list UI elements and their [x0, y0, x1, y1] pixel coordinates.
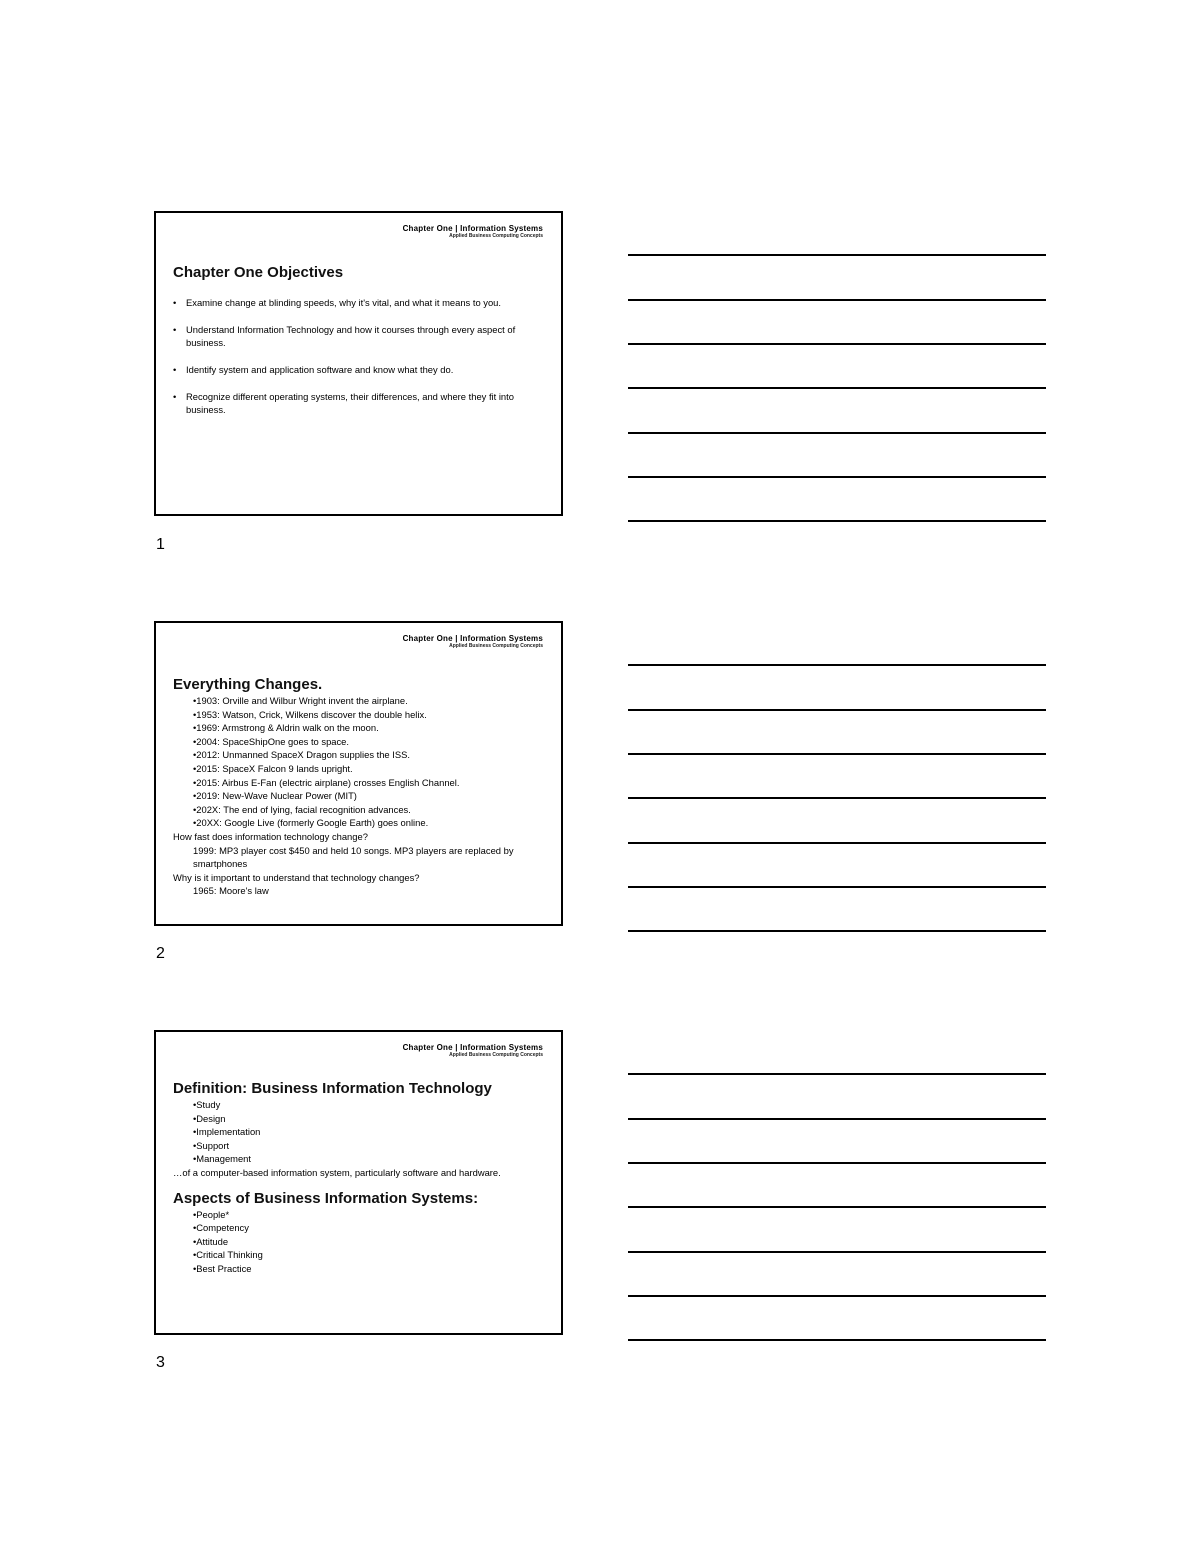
list-item: •Competency	[193, 1222, 249, 1234]
list-item: •1953: Watson, Crick, Wilkens discover the double helix.	[193, 708, 427, 720]
note-line	[628, 797, 1046, 799]
page-number-3: 3	[156, 1354, 165, 1371]
note-line	[628, 343, 1046, 345]
slide-2	[154, 621, 563, 926]
list-item: •1969: Armstrong & Aldrin walk on the moon.	[193, 722, 379, 734]
note-line	[628, 1162, 1046, 1164]
note-line	[628, 1295, 1046, 1297]
note-line	[628, 1118, 1046, 1120]
list-item: •People*	[193, 1208, 230, 1220]
question-text: Why is it important to understand that technology changes?	[173, 871, 420, 883]
slide-header-title: Chapter One | Information Systems	[402, 1043, 543, 1052]
slide-header-subtitle: Applied Business Computing Concepts	[449, 1052, 543, 1058]
note-line	[628, 709, 1046, 711]
answer-text: 1965: Moore's law	[193, 885, 269, 897]
page-number-2: 2	[156, 945, 165, 962]
answer-text: 1999: MP3 player cost $450 and held 10 songs. MP3 players are replaced by smartphones	[193, 844, 514, 870]
slide-title: Everything Changes.	[173, 676, 323, 693]
definition-tail: …of a computer-based information system, particularly software and hardware.	[173, 1166, 501, 1178]
question-text: How fast does information technology change?	[173, 830, 368, 842]
list-item: •Study	[193, 1099, 221, 1110]
note-line	[628, 1339, 1046, 1341]
list-item: •2004: SpaceShipOne goes to space.	[193, 735, 349, 747]
note-line	[628, 432, 1046, 434]
note-line	[628, 753, 1046, 755]
slide-header-subtitle: Applied Business Computing Concepts	[449, 233, 543, 239]
note-line	[628, 254, 1046, 256]
note-line	[628, 930, 1046, 932]
section-title: Aspects of Business Information Systems:	[173, 1189, 479, 1207]
slide-title: Chapter One Objectives	[173, 264, 344, 281]
list-item: •2015: SpaceX Falcon 9 lands upright.	[193, 762, 353, 774]
list-item: • Identify system and application software and know what they do.	[173, 363, 547, 376]
list-item: •1903: Orville and Wilbur Wright invent the airplane.	[193, 695, 408, 706]
list-item: • Examine change at blinding speeds, why it's vital, and what it means to you.	[173, 296, 547, 309]
list-item: •Management	[193, 1153, 252, 1165]
note-line	[628, 1206, 1046, 1208]
page-number-1: 1	[156, 536, 165, 553]
list-item: •Best Practice	[193, 1262, 252, 1274]
list-item: •2019: New-Wave Nuclear Power (MIT)	[193, 790, 357, 802]
slide-3	[154, 1030, 563, 1335]
slide-header	[403, 1044, 543, 1058]
note-line	[628, 664, 1046, 666]
objectives-list	[173, 296, 547, 416]
slide-content	[173, 1080, 547, 1276]
list-item: •Implementation	[193, 1126, 261, 1138]
note-line	[628, 387, 1046, 389]
list-item: •2012: Unmanned SpaceX Dragon supplies the ISS.	[193, 749, 410, 761]
slide-content	[173, 676, 547, 898]
note-line	[628, 520, 1046, 522]
slide-header	[403, 225, 543, 239]
note-line	[628, 1251, 1046, 1253]
slide-header-title: Chapter One | Information Systems	[402, 634, 543, 643]
list-item: •202X: The end of lying, facial recognition advances.	[193, 803, 411, 815]
list-item: •Support	[193, 1139, 230, 1151]
slide-header	[403, 635, 543, 649]
slide-header-title: Chapter One | Information Systems	[402, 224, 543, 233]
note-line	[628, 476, 1046, 478]
note-line	[628, 886, 1046, 888]
slide-content	[173, 264, 547, 430]
slide-1	[154, 211, 563, 516]
slide-title: Definition: Business Information Technology	[173, 1080, 492, 1097]
slide-header-subtitle: Applied Business Computing Concepts	[449, 643, 543, 649]
list-item: •Design	[193, 1112, 226, 1124]
list-item: • Understand Information Technology and how it courses through every aspect of business.	[173, 323, 547, 349]
list-item: • Recognize different operating systems, their differences, and where they fit into business.	[173, 390, 547, 416]
list-item: •Critical Thinking	[193, 1249, 263, 1261]
note-line	[628, 299, 1046, 301]
list-item: •2015: Airbus E-Fan (electric airplane) crosses English Channel.	[193, 776, 460, 788]
note-line	[628, 1073, 1046, 1075]
list-item: •Attitude	[193, 1235, 229, 1247]
note-line	[628, 842, 1046, 844]
list-item: •20XX: Google Live (formerly Google Earth) goes online.	[193, 817, 429, 829]
